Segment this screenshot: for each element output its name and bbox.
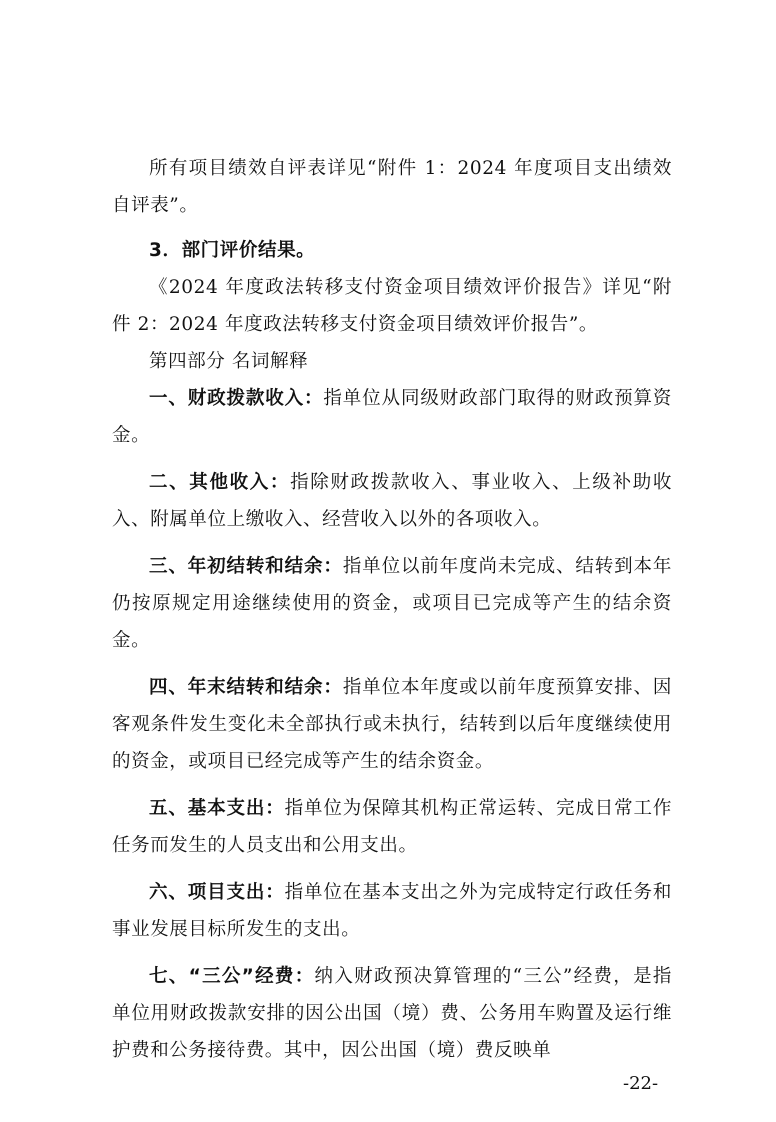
- term-ending-carryover: [112, 669, 672, 780]
- document-body: [112, 150, 672, 1069]
- term-definition: 指单位在基本支出之外为完成特定行政任务和事业发展目标所发生的支出。: [112, 882, 672, 940]
- term-label: 六、项目支出：: [149, 882, 285, 903]
- heading-part-four: 第四部分 名词解释: [149, 351, 309, 372]
- term-label: 五、基本支出：: [149, 798, 285, 819]
- term-label: 二、其他收入：: [149, 472, 291, 493]
- term-definition: 纳入财政预决算管理的“三公”经费，是指单位用财政拨款安排的因公出国（境）费、公务用车购置及运行维护费和公务接待费。其中，因公出国（境）费反映单: [112, 966, 672, 1061]
- term-other-income: [112, 464, 672, 538]
- term-beginning-carryover: [112, 548, 672, 659]
- page-number: -22-: [623, 1073, 659, 1094]
- term-fiscal-appropriation-income: [112, 380, 672, 454]
- term-label: 三、年初结转和结余：: [149, 556, 343, 577]
- term-definition: 指单位为保障其机构正常运转、完成日常工作任务而发生的人员支出和公用支出。: [112, 798, 672, 856]
- term-label: 一、财政拨款收入：: [149, 388, 324, 409]
- term-label: 四、年末结转和结余：: [149, 677, 343, 698]
- term-basic-expenditure: [112, 790, 672, 864]
- paragraph-evaluation-report: 《2024 年度政法转移支付资金项目绩效评价报告》详见“附件 2：2024 年度政法转移支付资金项目绩效评价报告”。: [112, 277, 672, 335]
- term-project-expenditure: [112, 874, 672, 948]
- term-definition: 指单位以前年度尚未完成、结转到本年仍按原规定用途继续使用的资金，或项目已完成等产生的结余资金。: [112, 556, 672, 651]
- heading-department-evaluation: 3．部门评价结果。: [149, 240, 316, 261]
- term-label: 七、“三公”经费：: [149, 966, 315, 987]
- term-three-public-expenses: [112, 958, 672, 1069]
- paragraph-self-evaluation: 所有项目绩效自评表详见“附件 1：2024 年度项目支出绩效自评表”。: [112, 158, 672, 216]
- term-definition: 指单位从同级财政部门取得的财政预算资金。: [112, 388, 672, 446]
- term-definition: 指除财政拨款收入、事业收入、上级补助收入、附属单位上缴收入、经营收入以外的各项收入。: [112, 472, 672, 530]
- term-definition: 指单位本年度或以前年度预算安排、因客观条件发生变化未全部执行或未执行，结转到以后年度继续使用的资金，或项目已经完成等产生的结余资金。: [112, 677, 672, 772]
